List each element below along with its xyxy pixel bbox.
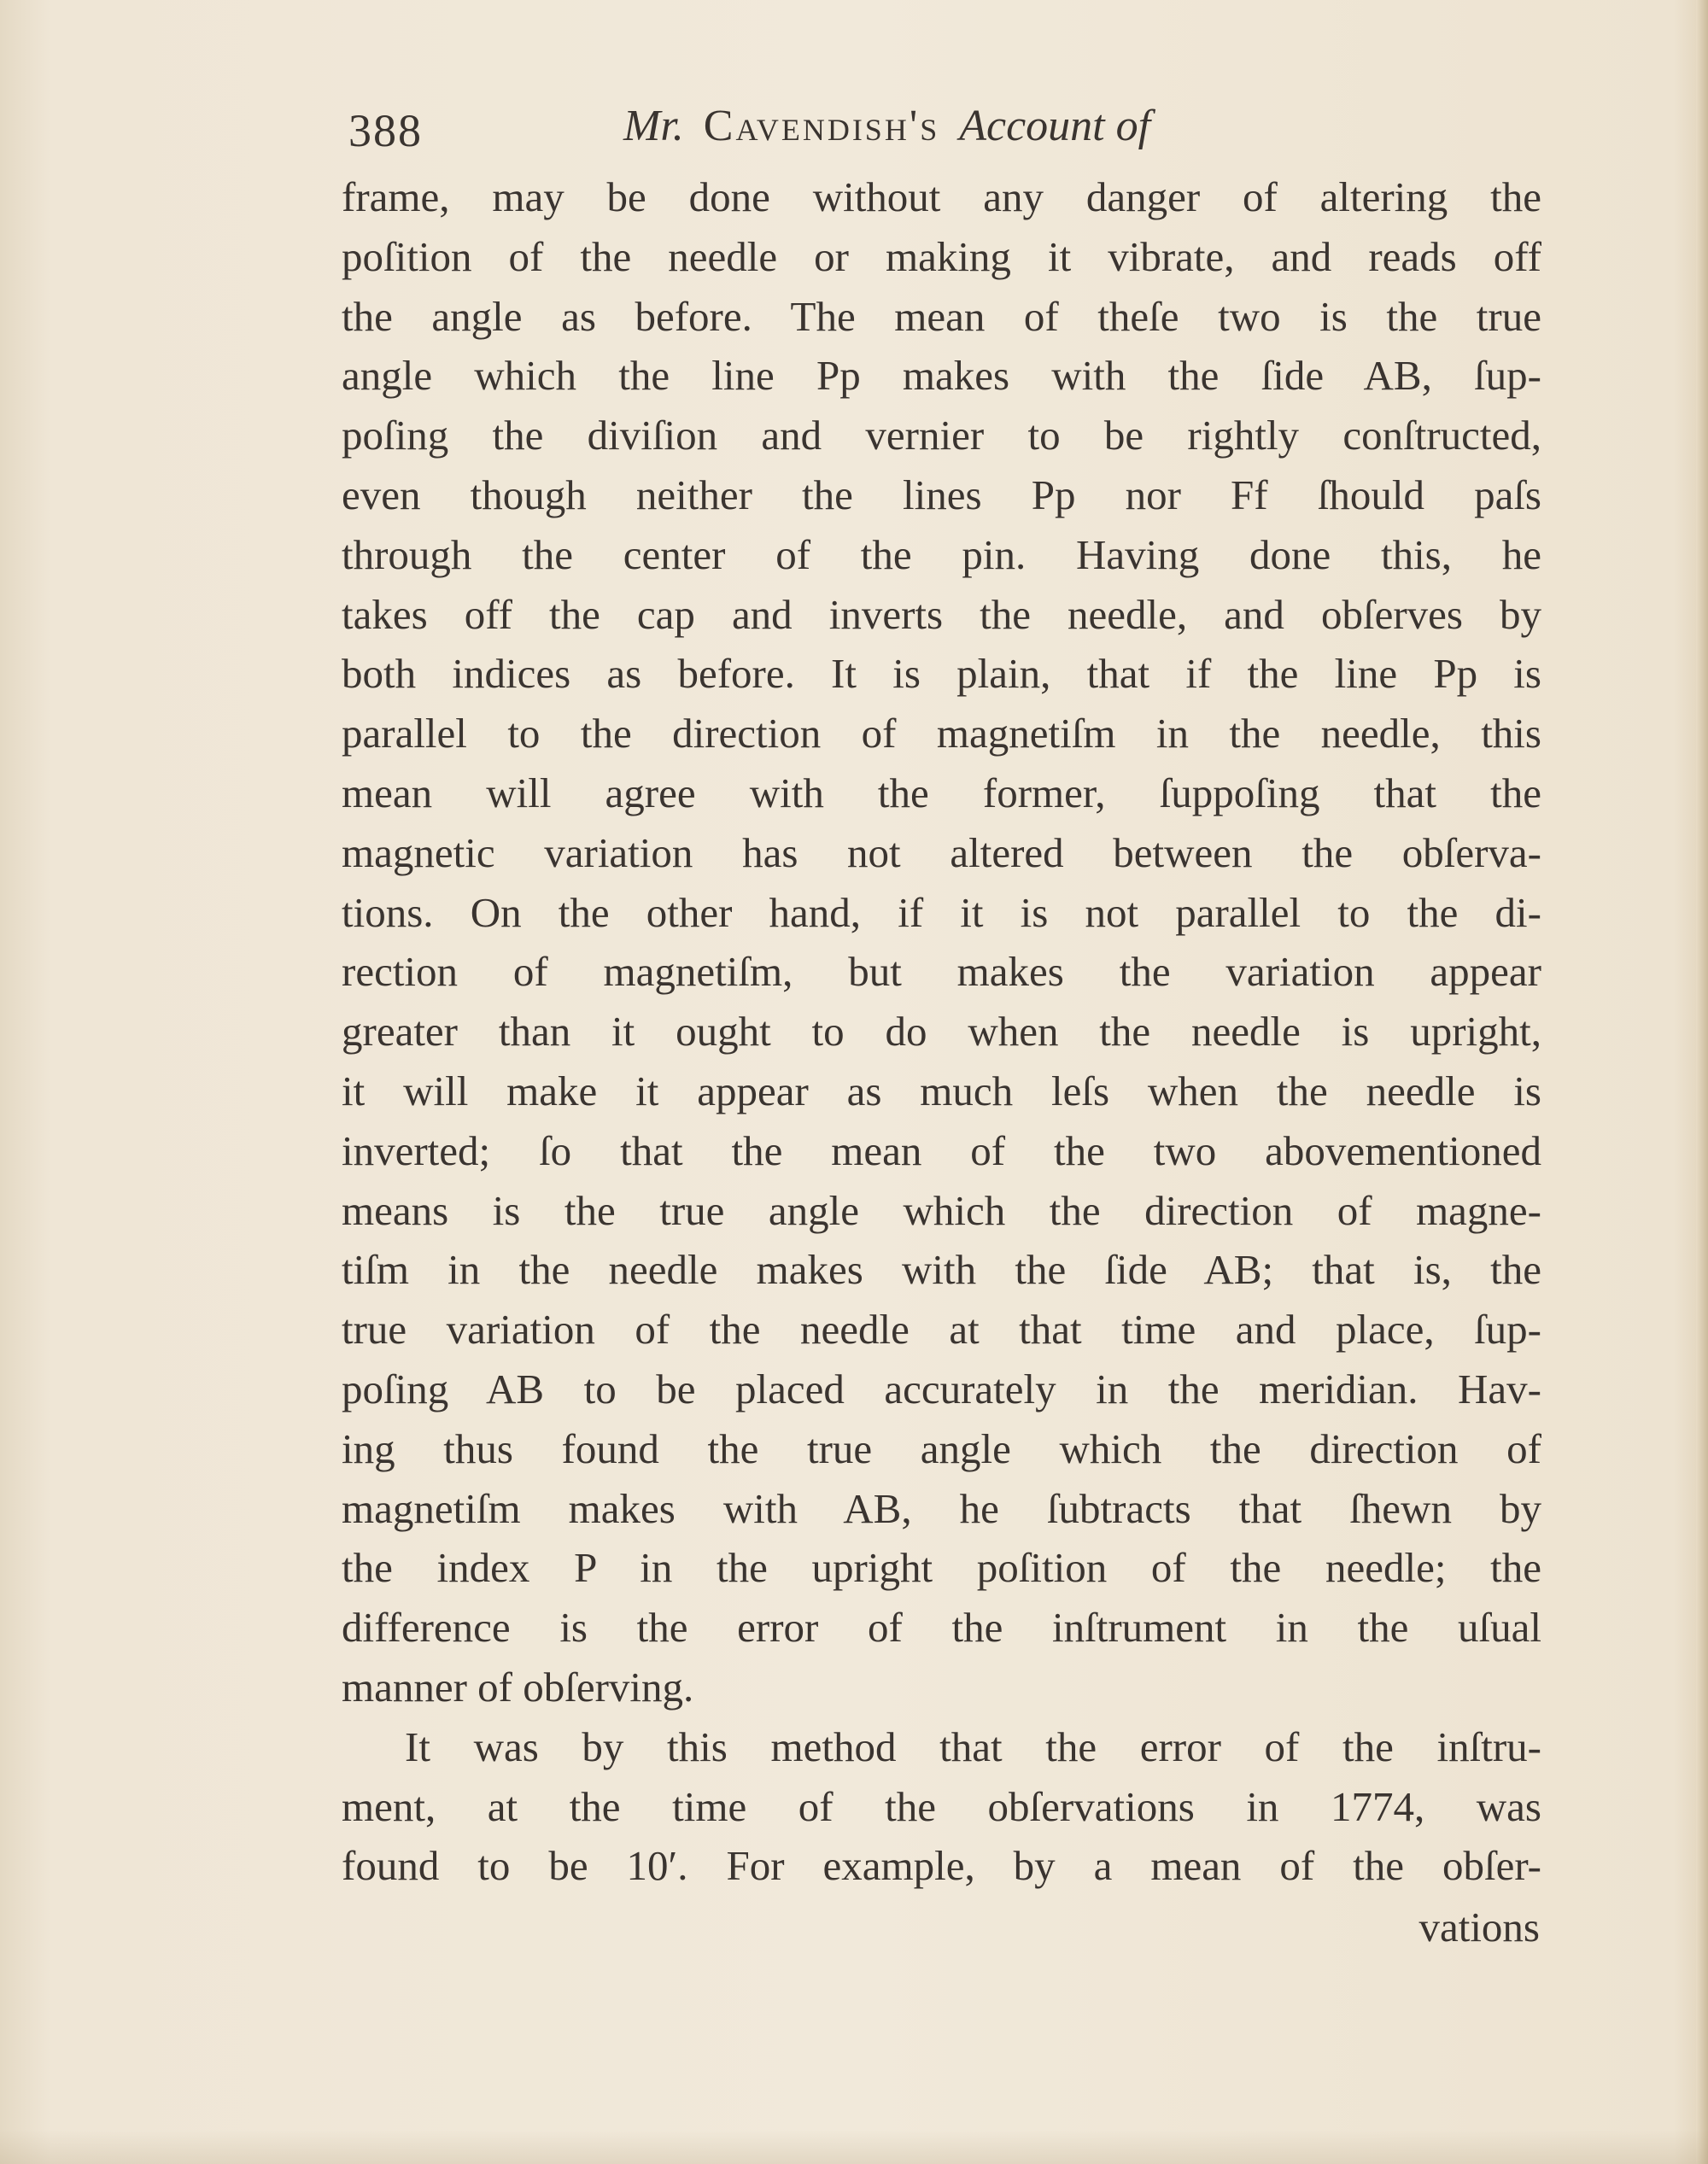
text-line: means is the true angle which the direction of magne- <box>342 1186 1541 1234</box>
text-line: the angle as before. The mean of theſe two is the true <box>342 292 1541 340</box>
page-header <box>348 101 1544 169</box>
text-line: parallel to the direction of magnetiſm in the needle, this <box>342 710 1541 757</box>
text-line: magnetiſm makes with AB, he ſubtracts that ſhewn by <box>342 1484 1541 1532</box>
text-line: greater than it ought to do when the needle is upright, <box>342 1008 1541 1056</box>
text-line: even though neither the lines Pp nor Ff ſhould paſs <box>342 471 1541 518</box>
text-line: magnetic variation has not altered between the obſerva- <box>342 828 1541 876</box>
text-line: frame, may be done without any danger of altering the <box>342 173 1541 220</box>
text-line: angle which the line Pp makes with the ſide AB, ſup- <box>342 352 1541 400</box>
text-line: through the center of the pin. Having done this, he <box>342 530 1541 578</box>
page-bottom-shadow <box>0 2130 1708 2164</box>
text-line: mean will agree with the former, ſuppoſing that the <box>342 769 1541 816</box>
paragraph-1 <box>342 167 1541 1717</box>
paragraph-2 <box>342 1717 1541 1896</box>
running-head-suffix: Account of <box>959 102 1151 150</box>
text-line: tions. On the other hand, if it is not parallel to the di- <box>342 888 1541 936</box>
text-line: takes off the cap and inverts the needle, and obſerves by <box>342 590 1541 638</box>
text-line: the index P in the upright poſition of the needle; the <box>342 1544 1541 1592</box>
text-line: ing thus found the true angle which the direction of <box>342 1424 1541 1472</box>
text-line: both indices as before. It is plain, that if the line Pp is <box>342 650 1541 698</box>
text-line: inverted; ſo that the mean of the two abovementioned <box>342 1126 1541 1174</box>
body-text <box>342 167 1541 1896</box>
text-line: poſing the diviſion and vernier to be rightly conſtructed, <box>342 412 1541 459</box>
text-line: difference is the error of the inſtrument in the uſual <box>342 1604 1541 1652</box>
running-head <box>623 101 1150 151</box>
page-edge <box>1696 0 1708 2164</box>
text-line: ment, at the time of the obſervations in 1774, was <box>342 1782 1541 1830</box>
text-line: poſition of the needle or making it vibrate, and reads off <box>342 232 1541 280</box>
text-line: manner of obſerving. <box>342 1663 694 1711</box>
text-line: poſing AB to be placed accurately in the meridian. Hav- <box>342 1365 1541 1412</box>
text-line: rection of magnetiſm, but makes the variation appear <box>342 948 1541 996</box>
text-line: it will make it appear as much leſs when the needle is <box>342 1067 1541 1114</box>
text-line: It was by this method that the error of the inſtru- <box>405 1722 1541 1770</box>
page-number: 388 <box>348 105 423 156</box>
running-head-prefix: Mr. <box>623 102 684 150</box>
text-line: found to be 10′. For example, by a mean of the obſer- <box>342 1842 1541 1890</box>
running-head-name: Cavendish's <box>703 102 940 150</box>
catchword: vations <box>1418 1904 1540 1951</box>
text-line: true variation of the needle at that time and place, ſup- <box>342 1306 1541 1354</box>
text-line: tiſm in the needle makes with the ſide AB; that is, the <box>342 1246 1541 1294</box>
